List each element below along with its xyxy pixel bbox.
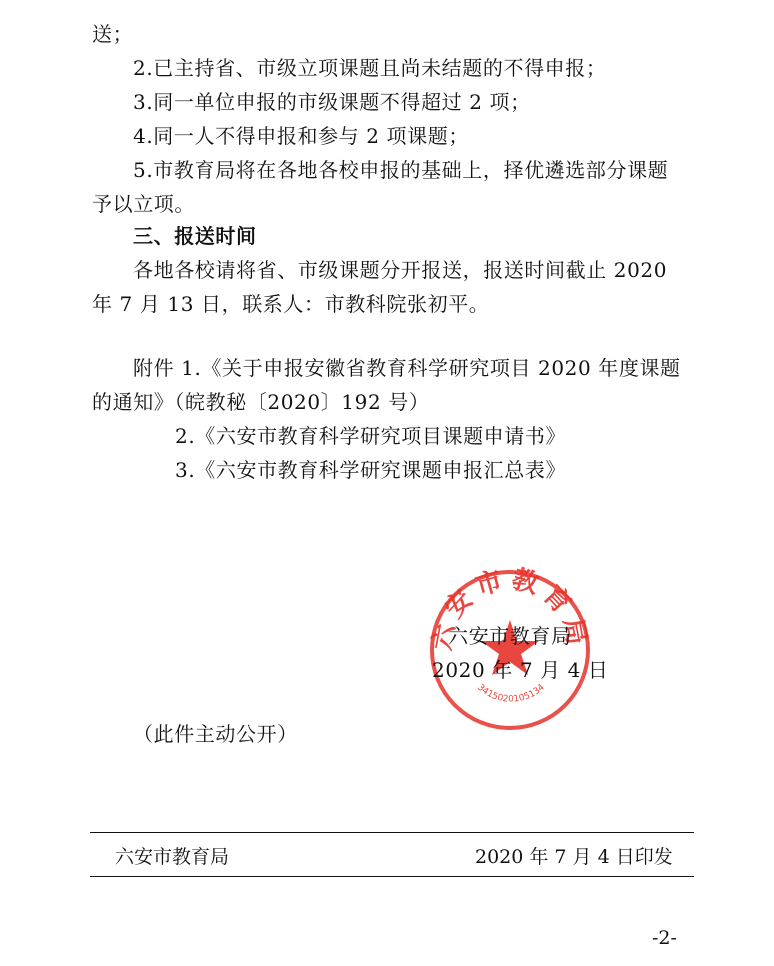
attachment-line: 附件 1.《关于申报安徽省教育科学研究项目 2020 年度课题 bbox=[133, 356, 681, 380]
signature-org: 六安市教育局 bbox=[448, 624, 572, 648]
signature-date: 2020 年 7 月 4 日 bbox=[432, 658, 609, 682]
attachment-line: 的通知》（皖教秘〔2020〕192 号） bbox=[92, 390, 430, 414]
body-line: 年 7 月 13 日，联系人：市教科院张初平。 bbox=[92, 292, 490, 316]
attachment-line: 3.《六安市教育科学研究课题申报汇总表》 bbox=[175, 458, 567, 482]
disclosure-note: （此件主动公开） bbox=[133, 722, 298, 746]
section-heading: 三、报送时间 bbox=[133, 224, 257, 248]
footer-issuer: 六安市教育局 bbox=[115, 846, 230, 868]
body-line: 送； bbox=[92, 22, 134, 46]
body-line: 2.已主持省、市级立项课题且尚未结题的不得申报； bbox=[133, 56, 607, 80]
seal-serial: 3415020105134 bbox=[475, 682, 547, 705]
body-line: 予以立项。 bbox=[92, 192, 195, 216]
body-line: 5.市教育局将在各地各校申报的基础上，择优遴选部分课题 bbox=[133, 158, 669, 182]
body-line: 各地各校请将省、市级课题分开报送，报送时间截止 2020 bbox=[133, 258, 668, 282]
footer-issue-date: 2020 年 7 月 4 日印发 bbox=[475, 846, 673, 868]
attachment-line: 2.《六安市教育科学研究项目课题申请书》 bbox=[175, 424, 567, 448]
seal-text: 六安市教育局 bbox=[427, 565, 593, 653]
footer-bottom-rule bbox=[90, 876, 694, 877]
page-number: -2- bbox=[652, 927, 677, 949]
body-line: 3.同一单位申报的市级课题不得超过 2 项； bbox=[133, 90, 531, 114]
body-line: 4.同一人不得申报和参与 2 项课题； bbox=[133, 124, 469, 148]
footer-top-rule bbox=[90, 832, 694, 833]
